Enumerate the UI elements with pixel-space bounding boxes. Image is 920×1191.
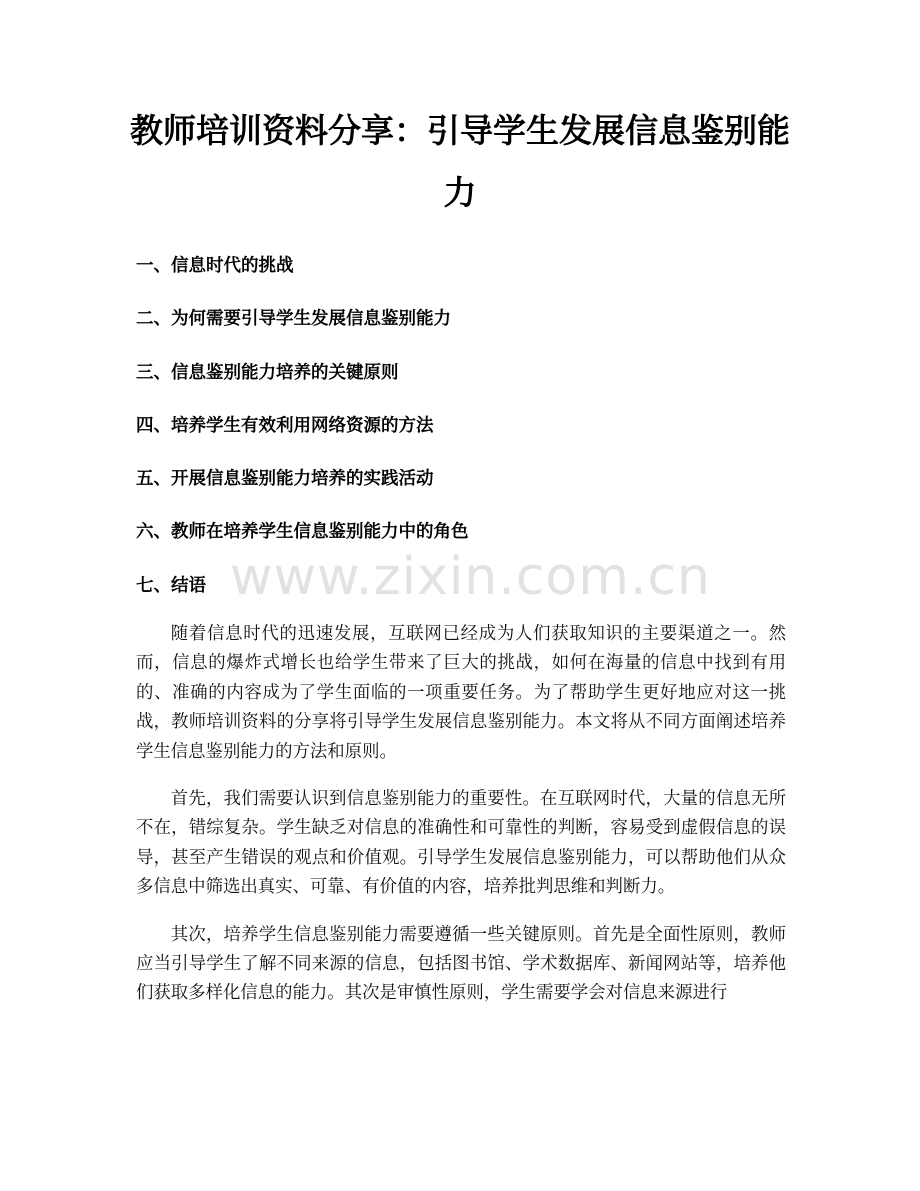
toc-item: 三、信息鉴别能力培养的关键原则 xyxy=(136,362,399,383)
body-text xyxy=(136,620,786,1027)
paragraph: 首先，我们需要认识到信息鉴别能力的重要性。在互联网时代，大量的信息无所不在，错综复杂。学生缺乏对信息的准确性和可靠性的判断，容易受到虚假信息的误导，甚至产生错误的观点和价值观。引导学生发展信息鉴别能力，可以帮助他们从众多信息中筛选出真实、可靠、有价值的内容，培养批判思维和判断力。 xyxy=(136,789,786,898)
toc-item: 七、结语 xyxy=(136,575,206,596)
toc-item: 六、教师在培养学生信息鉴别能力中的角色 xyxy=(136,522,469,543)
document-title: 教师培训资料分享：引导学生发展信息鉴别能力 xyxy=(130,111,790,212)
toc-item: 五、开展信息鉴别能力培养的实践活动 xyxy=(136,469,434,490)
toc-item: 一、信息时代的挑战 xyxy=(136,256,294,276)
paragraph: 其次，培养学生信息鉴别能力需要遵循一些关键原则。首先是全面性原则，教师应当引导学生了解不同来源的信息，包括图书馆、学术数据库、新闻网站等，培养他们获取多样化信息的能力。其次是审慎性原则，学生需要学会对信息来源进行 xyxy=(136,924,786,1004)
toc-item: 二、为何需要引导学生发展信息鉴别能力 xyxy=(136,309,451,330)
watermark: www.zixin.com.cn xyxy=(230,547,711,607)
paragraph: 随着信息时代的迅速发展，互联网已经成为人们获取知识的主要渠道之一。然而，信息的爆炸式增长也给学生带来了巨大的挑战，如何在海量的信息中找到有用的、准确的内容成为了学生面临的一项重要任务。为了帮助学生更好地应对这一挑战，教师培训资料的分享将引导学生发展信息鉴别能力。本文将从不同方面阐述培养学生信息鉴别能力的方法和原则。 xyxy=(136,624,786,762)
toc-item: 四、培养学生有效利用网络资源的方法 xyxy=(136,415,434,436)
